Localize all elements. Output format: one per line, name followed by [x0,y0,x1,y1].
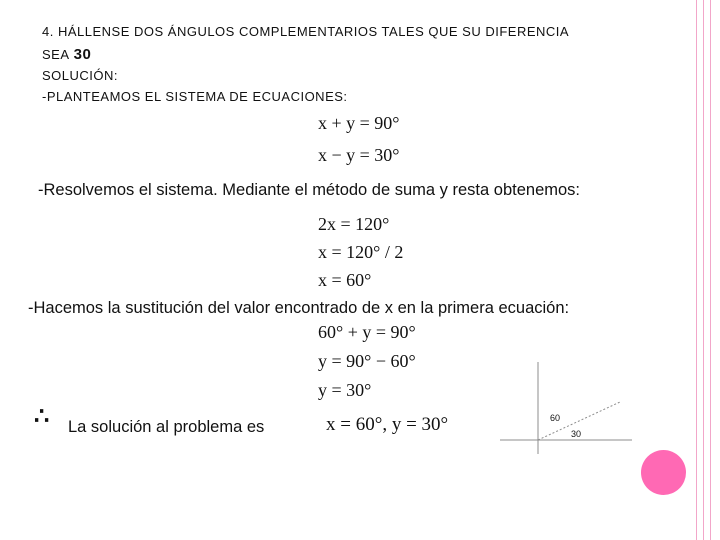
right-border-line-2 [703,0,704,540]
decorative-pink-circle [641,450,686,495]
problem-statement-line1 [42,24,569,39]
therefore-symbol: ∴ [34,403,50,430]
system-intro: -PLANTEAMOS EL SISTEMA DE ECUACIONES: [42,89,348,104]
step2-equation-2: y = 90° − 60° [318,351,416,371]
right-border-line-3 [710,0,711,540]
conclusion-text: La solución al problema es [68,418,265,436]
problem-statement-line2 [42,46,91,63]
problem-statement-sea: SEA [42,47,70,62]
step1-equation-3: x = 60° [318,270,372,290]
step1-text: -Resolvemos el sistema. Mediante el método de suma y resta obtenemos: [38,181,581,199]
angle-diagram [498,358,638,458]
solution-heading: SOLUCIÓN: [42,68,119,83]
system-equation-1: x + y = 90° [318,113,400,133]
right-border-line-1 [696,0,697,540]
step1-equation-1: 2x = 120° [318,214,390,234]
system-equation-2: x − y = 30° [318,145,400,165]
conclusion-answer: x = 60°, y = 30° [326,414,449,435]
problem-statement-text: 4. HÁLLENSE DOS ÁNGULOS COMPLEMENTARIOS TALES QUE SU DIFERENCIA [42,24,570,39]
step2-equation-1: 60° + y = 90° [318,322,416,342]
step1-equation-2: x = 120° / 2 [318,242,404,262]
problem-statement-value: 30 [73,46,92,63]
step2-equation-3: y = 30° [318,380,372,400]
step2-text: -Hacemos la sustitución del valor encontrado de x en la primera ecuación: [28,299,570,317]
angle-label-30: 30 [571,429,582,439]
angle-label-60: 60 [550,413,561,423]
